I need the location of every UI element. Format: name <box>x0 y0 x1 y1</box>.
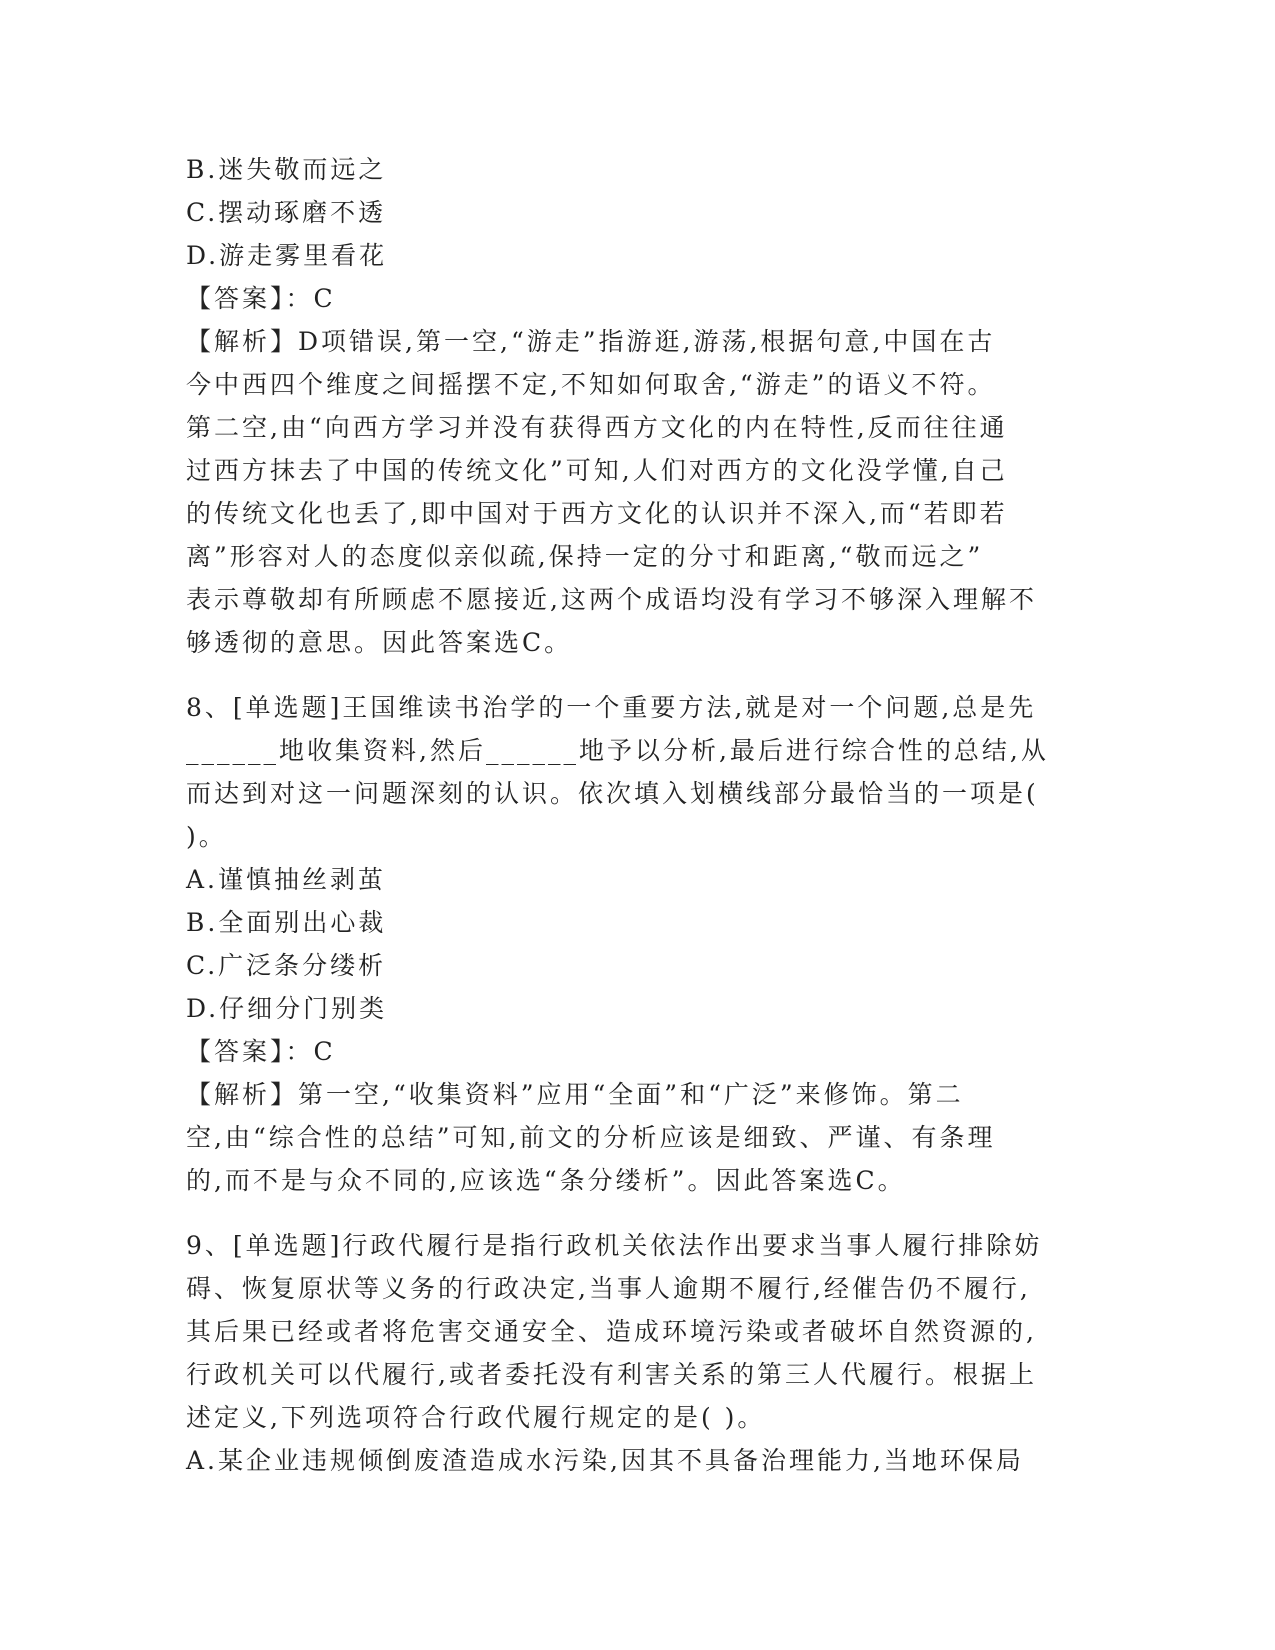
answer: 【答案】：C <box>186 1037 336 1066</box>
document-body <box>186 148 1086 1482</box>
question-stem-line: 其后果已经或者将危害交通安全、造成环境污染或者破坏自然资源的, <box>186 1317 1037 1346</box>
analysis-line: 空,由“综合性的总结”可知,前文的分析应该是细致、严谨、有条理 <box>186 1123 996 1152</box>
option-c: C.广泛条分缕析 <box>186 951 387 980</box>
analysis-line: 今中西四个维度之间摇摆不定,不知如何取舍,“游走”的语义不符。 <box>186 370 996 399</box>
analysis-line: 表示尊敬却有所顾虑不愿接近,这两个成语均没有学习不够深入理解不 <box>186 585 1037 614</box>
option-c: C.摆动琢磨不透 <box>186 198 387 227</box>
analysis-line: 过西方抹去了中国的传统文化”可知,人们对西方的文化没学懂,自己 <box>186 456 1008 485</box>
spacer <box>186 1202 1086 1224</box>
analysis-line: 的,而不是与众不同的,应该选“条分缕析”。因此答案选C。 <box>186 1166 906 1195</box>
question-stem-line: ______地收集资料,然后______地予以分析,最后进行综合性的总结,从 <box>186 736 1049 765</box>
question-9 <box>186 1224 1086 1482</box>
question-stem-line: 而达到对这一问题深刻的认识。依次填入划横线部分最恰当的一项是( <box>186 779 1039 808</box>
question-stem-line: 8、[单选题]王国维读书治学的一个重要方法,就是对一个问题,总是先 <box>186 693 1037 722</box>
question-7-tail <box>186 148 1086 664</box>
analysis-line: 的传统文化也丢了,即中国对于西方文化的认识并不深入,而“若即若 <box>186 499 1008 528</box>
option-d: D.游走雾里看花 <box>186 241 388 270</box>
spacer <box>186 664 1086 686</box>
option-d: D.仔细分门别类 <box>186 994 388 1023</box>
option-b: B.全面别出心裁 <box>186 908 387 937</box>
analysis-line: 【解析】第一空,“收集资料”应用“全面”和“广泛”来修饰。第二 <box>186 1080 964 1109</box>
question-8 <box>186 686 1086 1202</box>
analysis-line: 第二空,由“向西方学习并没有获得西方文化的内在特性,反而往往通 <box>186 413 1008 442</box>
analysis-line: 够透彻的意思。因此答案选C。 <box>186 628 573 657</box>
question-stem-line: 碍、恢复原状等义务的行政决定,当事人逾期不履行,经催告仍不履行, <box>186 1274 1031 1303</box>
option-a: A.某企业违规倾倒废渣造成水污染,因其不具备治理能力,当地环保局 <box>186 1446 1024 1475</box>
answer: 【答案】：C <box>186 284 336 313</box>
question-stem-line: 述定义,下列选项符合行政代履行规定的是( )。 <box>186 1403 766 1432</box>
question-stem-line: 行政机关可以代履行,或者委托没有利害关系的第三人代履行。根据上 <box>186 1360 1037 1389</box>
option-b: B.迷失敬而远之 <box>186 155 387 184</box>
option-a: A.谨慎抽丝剥茧 <box>186 865 387 894</box>
question-stem-line: 9、[单选题]行政代履行是指行政机关依法作出要求当事人履行排除妨 <box>186 1231 1043 1260</box>
analysis-line: 离”形容对人的态度似亲似疏,保持一定的分寸和距离,“敬而远之” <box>186 542 984 571</box>
analysis-line: 【解析】D项错误,第一空,“游走”指游逛,游荡,根据句意,中国在古 <box>186 327 996 356</box>
question-stem-line: )。 <box>186 822 227 851</box>
